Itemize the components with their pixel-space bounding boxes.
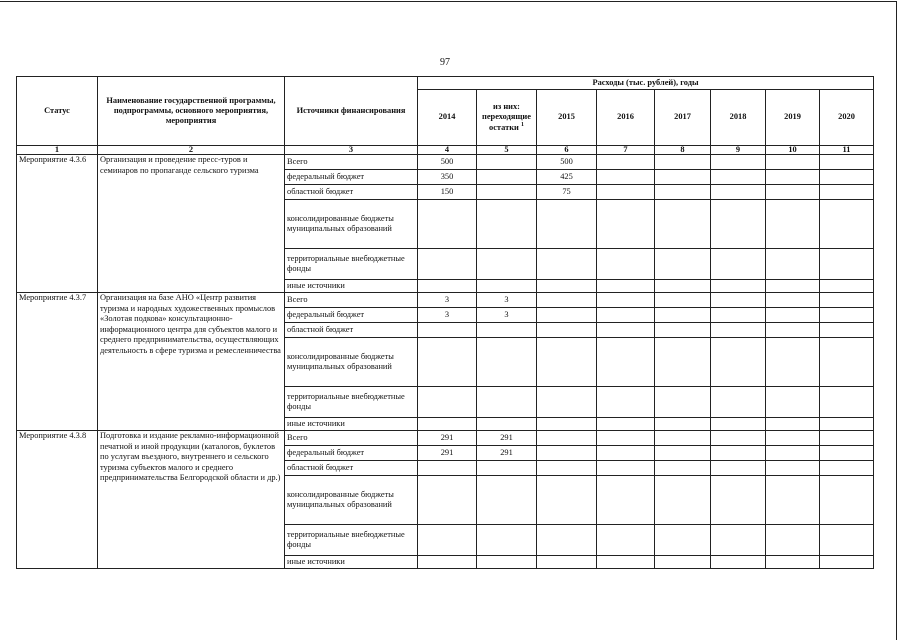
amount-cell [537,323,597,338]
header-of-which-footnote: 1 [520,122,524,129]
amount-cell [477,170,537,185]
amount-cell [711,308,766,323]
amount-cell [766,155,820,170]
amount-cell [477,200,537,249]
amount-cell [537,387,597,418]
amount-cell [477,556,537,569]
amount-cell [655,525,711,556]
column-number: 11 [820,146,874,155]
amount-cell [537,338,597,387]
amount-cell [820,249,874,280]
amount-cell [711,338,766,387]
amount-cell [711,185,766,200]
amount-cell [711,387,766,418]
amount-cell [597,461,655,476]
amount-cell [597,280,655,293]
amount-cell [655,323,711,338]
amount-cell [766,476,820,525]
amount-cell: 291 [477,446,537,461]
amount-cell [820,387,874,418]
amount-cell: 3 [418,293,477,308]
amount-cell [655,418,711,431]
funding-source: федеральный бюджет [285,446,418,461]
amount-cell [477,525,537,556]
amount-cell [655,200,711,249]
funding-source: территориальные внебюджетные фонды [285,525,418,556]
amount-cell [655,170,711,185]
amount-cell [820,293,874,308]
amount-cell [597,323,655,338]
table-row [17,155,874,170]
header-year-2014: 2014 [418,90,477,146]
amount-cell [711,446,766,461]
amount-cell [766,323,820,338]
amount-cell [655,446,711,461]
amount-cell [655,461,711,476]
amount-cell [597,185,655,200]
amount-cell [597,293,655,308]
amount-cell [766,556,820,569]
column-number: 6 [537,146,597,155]
amount-cell [820,338,874,387]
amount-cell [537,461,597,476]
amount-cell: 500 [537,155,597,170]
amount-cell [418,461,477,476]
amount-cell [597,476,655,525]
amount-cell [655,387,711,418]
funding-source: консолидированные бюджеты муниципальных образований [285,200,418,249]
amount-cell: 350 [418,170,477,185]
funding-source: федеральный бюджет [285,170,418,185]
amount-cell [766,200,820,249]
amount-cell [537,556,597,569]
amount-cell [537,200,597,249]
amount-cell [655,293,711,308]
amount-cell [418,418,477,431]
event-status: Мероприятие 4.3.6 [17,155,98,293]
table-row [17,431,874,446]
amount-cell [766,280,820,293]
header-of-which [477,90,537,146]
amount-cell [820,556,874,569]
amount-cell [418,556,477,569]
amount-cell [711,431,766,446]
amount-cell [766,170,820,185]
amount-cell [418,525,477,556]
amount-cell [537,280,597,293]
amount-cell [766,308,820,323]
column-number: 2 [98,146,285,155]
amount-cell [711,170,766,185]
amount-cell: 3 [418,308,477,323]
funding-source: Всего [285,155,418,170]
column-number-row [17,146,874,155]
amount-cell [597,308,655,323]
column-number: 9 [711,146,766,155]
amount-cell [655,476,711,525]
amount-cell [655,308,711,323]
amount-cell [655,431,711,446]
amount-cell [766,446,820,461]
column-number: 7 [597,146,655,155]
table-row [17,293,874,308]
amount-cell [477,476,537,525]
amount-cell [418,249,477,280]
column-number: 1 [17,146,98,155]
page-frame-top [0,1,896,2]
amount-cell [711,418,766,431]
column-number: 3 [285,146,418,155]
event-name: Подготовка и издание рекламно-информационной печатной и иной продукции (каталогов, буклетов по услугам въездного, внутреннего и сельского туризма субъектов малого и среднего предпринимательства Белгородской области и др.) [98,431,285,569]
amount-cell: 425 [537,170,597,185]
amount-cell [766,525,820,556]
funding-source: территориальные внебюджетные фонды [285,249,418,280]
funding-source: территориальные внебюджетные фонды [285,387,418,418]
funding-source: областной бюджет [285,323,418,338]
funding-source: федеральный бюджет [285,308,418,323]
funding-source: консолидированные бюджеты муниципальных образований [285,338,418,387]
amount-cell [655,280,711,293]
amount-cell [711,476,766,525]
amount-cell [711,249,766,280]
amount-cell [711,200,766,249]
amount-cell [711,525,766,556]
amount-cell [537,249,597,280]
header-name: Наименование государственной программы, подпрограммы, основного мероприятия, мероприятия [98,77,285,146]
amount-cell [537,308,597,323]
amount-cell [597,431,655,446]
amount-cell [477,418,537,431]
amount-cell [820,446,874,461]
page-number: 97 [440,57,450,68]
amount-cell [820,323,874,338]
amount-cell [537,476,597,525]
amount-cell: 3 [477,308,537,323]
amount-cell [418,323,477,338]
amount-cell [418,387,477,418]
amount-cell [655,249,711,280]
amount-cell [597,249,655,280]
amount-cell [820,525,874,556]
amount-cell: 150 [418,185,477,200]
event-status: Мероприятие 4.3.7 [17,293,98,431]
amount-cell [655,556,711,569]
amount-cell [597,155,655,170]
amount-cell [477,323,537,338]
amount-cell [597,525,655,556]
amount-cell [477,338,537,387]
event-name: Организация на базе АНО «Центр развития туризма и народных художественных промыслов «Золотая подкова» консультационно-информационного центра для субъектов малого и среднего предпринимательства, осуществляющих деятельность в сфере туризма и ремесленничества [98,293,285,431]
funding-source: консолидированные бюджеты муниципальных образований [285,476,418,525]
amount-cell [597,446,655,461]
amount-cell [766,338,820,387]
amount-cell [597,200,655,249]
amount-cell [655,185,711,200]
amount-cell: 291 [418,446,477,461]
funding-source: Всего [285,431,418,446]
funding-source: иные источники [285,418,418,431]
column-number: 8 [655,146,711,155]
amount-cell: 3 [477,293,537,308]
header-year-2016: 2016 [597,90,655,146]
amount-cell [711,280,766,293]
amount-cell: 291 [477,431,537,446]
amount-cell [418,476,477,525]
amount-cell [597,338,655,387]
amount-cell [766,387,820,418]
amount-cell [711,556,766,569]
header-year-2020: 2020 [820,90,874,146]
amount-cell [655,338,711,387]
amount-cell [766,461,820,476]
page-frame-right [896,1,897,640]
amount-cell [766,249,820,280]
amount-cell [477,155,537,170]
header-year-2019: 2019 [766,90,820,146]
amount-cell [820,185,874,200]
amount-cell [766,431,820,446]
header-year-2018: 2018 [711,90,766,146]
amount-cell [820,170,874,185]
amount-cell [537,418,597,431]
amount-cell [477,185,537,200]
funding-source: областной бюджет [285,185,418,200]
funding-source: иные источники [285,556,418,569]
amount-cell [597,418,655,431]
amount-cell [711,461,766,476]
column-number: 4 [418,146,477,155]
column-number: 10 [766,146,820,155]
header-sources: Источники финансирования [285,77,418,146]
amount-cell [597,556,655,569]
amount-cell [820,200,874,249]
event-name: Организация и проведение пресс-туров и семинаров по пропаганде сельского туризма [98,155,285,293]
amount-cell [820,308,874,323]
amount-cell [820,155,874,170]
amount-cell [766,293,820,308]
budget-table [16,76,874,569]
amount-cell [537,446,597,461]
amount-cell [477,280,537,293]
amount-cell [820,418,874,431]
amount-cell [597,387,655,418]
amount-cell [477,387,537,418]
amount-cell: 75 [537,185,597,200]
amount-cell [820,461,874,476]
column-number: 5 [477,146,537,155]
amount-cell [537,293,597,308]
amount-cell [477,249,537,280]
header-year-2017: 2017 [655,90,711,146]
amount-cell [711,323,766,338]
amount-cell [477,461,537,476]
amount-cell [418,338,477,387]
amount-cell [418,280,477,293]
amount-cell: 500 [418,155,477,170]
amount-cell [711,293,766,308]
amount-cell [766,185,820,200]
funding-source: областной бюджет [285,461,418,476]
amount-cell [820,431,874,446]
amount-cell [820,280,874,293]
amount-cell [418,200,477,249]
header-status: Статус [17,77,98,146]
funding-source: иные источники [285,280,418,293]
amount-cell [597,170,655,185]
amount-cell [711,155,766,170]
header-expenses: Расходы (тыс. рублей), годы [418,77,874,90]
funding-source: Всего [285,293,418,308]
header-of-which-label: из них: переходящие остатки [482,101,531,133]
amount-cell [820,476,874,525]
header-year-2015: 2015 [537,90,597,146]
event-status: Мероприятие 4.3.8 [17,431,98,569]
amount-cell [655,155,711,170]
amount-cell: 291 [418,431,477,446]
amount-cell [537,431,597,446]
amount-cell [766,418,820,431]
amount-cell [537,525,597,556]
